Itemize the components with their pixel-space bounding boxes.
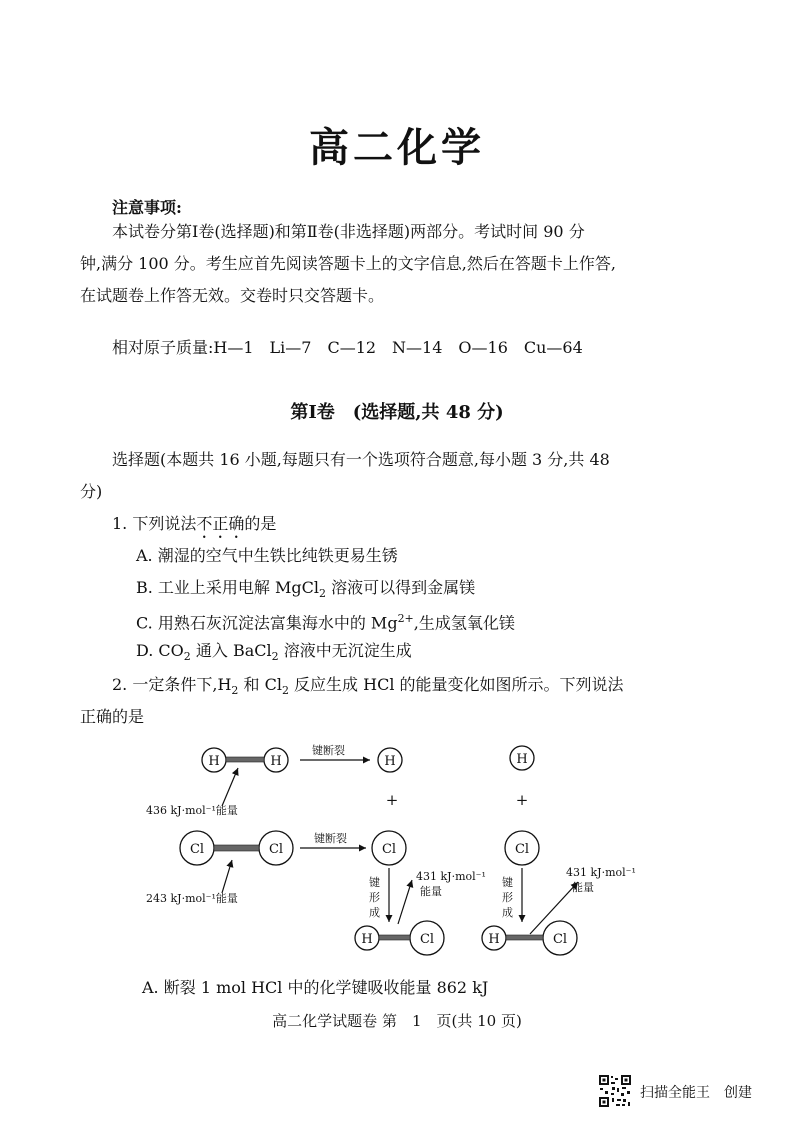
energy-hcl-value-right: 431 kJ·mol⁻¹ — [566, 866, 636, 879]
q2-stem-a: 2. 一定条件下,H — [112, 675, 232, 694]
q1-d-post: 溶液中无沉淀生成 — [278, 641, 412, 660]
section-title: 第Ⅰ卷 (选择题,共 48 分) — [290, 402, 504, 423]
qr-code-icon — [598, 1074, 632, 1108]
release-arrow-right — [530, 882, 578, 934]
q1-c-pre: C. 用熟石灰沉淀法富集海水中的 Mg — [136, 613, 398, 633]
q1-d-pre: D. CO — [136, 641, 184, 660]
q2-stem-sub1: 2 — [231, 684, 239, 698]
hcl-middle-h-label: H — [361, 932, 373, 947]
form-char-2-middle: 形 — [369, 891, 380, 904]
energy-hcl-value-middle: 431 kJ·mol⁻¹ — [416, 870, 486, 883]
form-char-3-middle: 成 — [369, 906, 380, 919]
notice-line-3: 在试题卷上作答无效。交卷时只交答题卡。 — [80, 286, 385, 305]
q1-b-pre: B. 工业上采用电解 MgCl — [136, 578, 320, 597]
q2-stem-b: 和 Cl — [238, 675, 282, 694]
hh-right-label: H — [270, 754, 282, 769]
hcl-right-bond — [506, 935, 543, 940]
clcl-bond — [214, 845, 259, 851]
energy-arrow-clcl — [222, 860, 232, 893]
page-footer: 高二化学试题卷 第 1 页(共 10 页) — [272, 1012, 522, 1030]
release-arrow-middle — [398, 880, 412, 924]
mc-intro-line-2: 分) — [80, 482, 103, 501]
hcl-middle-cl-label: Cl — [419, 932, 435, 947]
hcl-right-h-label: H — [488, 932, 500, 947]
q2-stem-sub2: 2 — [281, 684, 289, 698]
plus-right: + — [515, 791, 529, 809]
hcl-middle-bond — [379, 935, 410, 940]
form-char-1-middle: 键 — [369, 876, 380, 889]
notice-heading: 注意事项: — [112, 198, 182, 217]
q2-option-a: A. 断裂 1 mol HCl 中的化学键吸收能量 862 kJ — [142, 978, 489, 997]
hh-left-label: H — [208, 754, 220, 769]
energy-arrow-hh — [222, 768, 238, 806]
q1-d-sub2: 2 — [271, 650, 279, 664]
q1-b-post: 溶液可以得到金属镁 — [326, 578, 476, 597]
q1-stem-before: 1. 下列说法 — [112, 514, 197, 533]
q1-option-a: A. 潮湿的空气中生铁比纯铁更易生锈 — [136, 546, 398, 565]
q1-stem-emphasis: 不正确 — [196, 514, 245, 533]
q1-c-sup: 2+ — [397, 612, 414, 625]
q1-d-sub: 2 — [183, 650, 191, 664]
hcl-right-cl-label: Cl — [552, 932, 568, 947]
q1-stem-after: 的是 — [244, 514, 277, 533]
energy-hcl-word-middle: 能量 — [420, 885, 442, 898]
energy-label-clcl: 243 kJ·mol⁻¹能量 — [146, 892, 238, 905]
atomic-mass: 相对原子质量:H—1 Li—7 C—12 N—14 O—16 Cu—64 — [112, 338, 583, 357]
q1-d-mid: 通入 BaCl — [190, 641, 272, 660]
notice-line-2: 钟,满分 100 分。考生应首先阅读答题卡上的文字信息,然后在答题卡上作答, — [80, 254, 616, 273]
page-title: 高二化学 — [309, 124, 485, 171]
hh-bond — [226, 757, 264, 762]
q1-c-post: ,生成氢氧化镁 — [413, 613, 515, 633]
scanner-watermark: 扫描全能王 创建 — [640, 1085, 752, 1101]
form-char-1-right: 键 — [502, 876, 513, 889]
mc-intro-line-1: 选择题(本题共 16 小题,每题只有一个选项符合题意,每小题 3 分,共 48 — [112, 450, 610, 469]
energy-hcl-word-right: 能量 — [572, 881, 594, 894]
break-label-hh: 键断裂 — [312, 744, 345, 757]
clcl-left-label: Cl — [189, 842, 205, 857]
form-char-3-right: 成 — [502, 906, 513, 919]
break-label-clcl: 键断裂 — [314, 832, 347, 845]
h-middle-label: H — [384, 754, 396, 769]
q2-stem-c: 反应生成 HCl 的能量变化如图所示。下列说法 — [288, 675, 624, 694]
clcl-right-label: Cl — [268, 842, 284, 857]
h-right-label: H — [516, 752, 528, 767]
q1-b-sub: 2 — [319, 587, 327, 601]
plus-middle: + — [385, 791, 399, 809]
form-char-2-right: 形 — [502, 891, 513, 904]
cl-middle-label: Cl — [381, 842, 397, 857]
notice-line-1: 本试卷分第Ⅰ卷(选择题)和第Ⅱ卷(非选择题)两部分。考试时间 90 分 — [112, 222, 585, 241]
energy-label-hh: 436 kJ·mol⁻¹能量 — [146, 804, 238, 817]
cl-right-label: Cl — [514, 842, 530, 857]
q2-stem-line-2: 正确的是 — [80, 707, 145, 726]
